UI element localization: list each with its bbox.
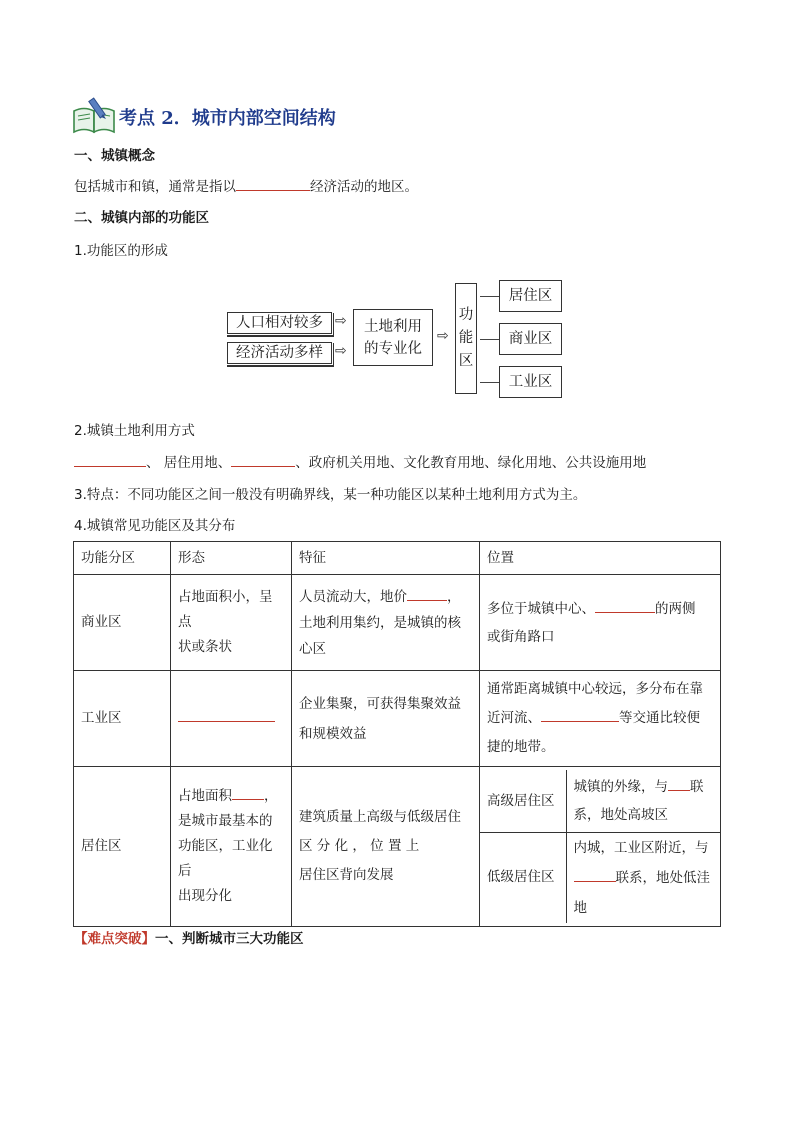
cell-line: 企业集聚，可获得集聚效益 <box>299 695 461 712</box>
feature-cell <box>292 575 480 671</box>
arrow-icon: ⇨ <box>335 343 347 359</box>
cell-text: 的两侧 <box>655 600 696 617</box>
cell-text: 近河流、 <box>487 710 541 726</box>
sub-row <box>480 832 720 923</box>
cause-label: 人口相对较多 <box>236 315 323 331</box>
land-use-text: 、 居住用地、 <box>146 455 232 471</box>
zone-label: 居住区 <box>508 288 553 304</box>
concept-text-a: 包括城市和镇，通常是指以 <box>74 179 236 195</box>
form-cell <box>171 767 292 927</box>
difficulty-section <box>74 929 304 949</box>
difficulty-heading: 一、判断城市三大功能区 <box>155 931 304 947</box>
blank-field[interactable] <box>236 177 310 191</box>
page-title: 考点 2．城市内部空间结构 <box>119 108 336 129</box>
cell-text: 人员流动大，地价 <box>299 588 407 605</box>
cell-line: 通常距离城镇中心较远，多分布在靠 <box>487 681 703 697</box>
blank-field[interactable] <box>407 587 447 601</box>
zone-name-cell: 工业区 <box>74 671 171 767</box>
cell-text: 联系，地处低洼 <box>615 869 710 886</box>
cell-line: 内城，工业区附近，与 <box>573 839 709 856</box>
cell-line: 功能区，工业化后 <box>178 838 273 879</box>
cell-line <box>299 584 472 610</box>
zone-box-residential <box>499 280 562 312</box>
section-heading-functional-zones: 二、城镇内部的功能区 <box>74 210 209 226</box>
cell-text: 联 <box>690 779 704 795</box>
functional-zone-char: 能 <box>458 330 474 346</box>
subheading-land-use: 2.城镇土地利用方式 <box>74 423 195 439</box>
table-row <box>74 575 721 671</box>
cell-text: ， <box>447 588 461 605</box>
sub-zone-name: 高级居住区 <box>480 770 566 832</box>
blank-field[interactable] <box>668 777 690 791</box>
cell-line: 捷的地带。 <box>487 739 555 755</box>
sub-zone-location <box>566 770 720 832</box>
table-header-row <box>74 542 721 575</box>
sub-row <box>480 770 720 832</box>
zones-table <box>73 541 721 927</box>
residential-subtable <box>480 770 720 923</box>
blank-field[interactable] <box>178 708 275 722</box>
cell-line: 心区 <box>299 640 326 657</box>
cell-line: 占地面积小，呈点 <box>178 589 273 630</box>
table-header-cell: 位置 <box>480 542 721 575</box>
functional-zone-box <box>455 283 477 394</box>
zone-box-commercial <box>499 323 562 355</box>
cell-line: 居住区背向发展 <box>299 867 394 883</box>
blank-field[interactable] <box>231 453 295 467</box>
cell-line: 系，地处高坡区 <box>573 807 668 823</box>
arrow-icon: ⇨ <box>335 313 347 329</box>
form-cell <box>171 671 292 767</box>
zone-label: 工业区 <box>508 374 553 390</box>
sub-zone-location <box>566 832 720 923</box>
cell-line: 土地利用集约，是城镇的核 <box>299 614 461 631</box>
cause-box-economy <box>227 342 332 364</box>
table-row <box>74 671 721 767</box>
difficulty-tag: 【难点突破】 <box>74 931 155 947</box>
table-header-cell: 特征 <box>292 542 480 575</box>
zone-name-cell: 商业区 <box>74 575 171 671</box>
cell-line: 状或条状 <box>178 639 232 655</box>
characteristics-line: 3.特点：不同功能区之间一般没有明确界线，某一种功能区以某种土地利用方式为主。 <box>74 487 587 503</box>
zone-name-cell: 居住区 <box>74 767 171 927</box>
cell-line: 区 分 化 ， 位 置 上 <box>299 838 420 854</box>
cell-line <box>574 773 714 801</box>
blank-field[interactable] <box>595 599 655 613</box>
section-heading-concept: 一、城镇概念 <box>74 148 155 164</box>
specialization-line: 土地利用 <box>364 319 422 335</box>
cell-line: 建筑质量上高级与低级居住 <box>299 809 461 825</box>
feature-cell <box>292 671 480 767</box>
blank-field[interactable] <box>232 786 264 800</box>
arrow-icon: ⇨ <box>437 328 449 344</box>
cell-line: 地 <box>573 899 587 916</box>
table-row <box>74 767 721 927</box>
connector-line <box>480 382 499 383</box>
zone-label: 商业区 <box>508 331 553 347</box>
cell-line <box>487 704 713 733</box>
specialization-line: 的专业化 <box>364 341 422 357</box>
functional-zone-char: 功 <box>458 307 474 323</box>
book-pencil-icon <box>72 97 116 135</box>
blank-field[interactable] <box>574 868 616 882</box>
connector-line <box>480 339 499 340</box>
cell-text: 等交通比较便 <box>619 710 700 726</box>
blank-field[interactable] <box>541 708 619 722</box>
cell-line: 是城市最基本的 <box>178 813 273 829</box>
cause-box-population <box>227 312 332 334</box>
cell-line <box>487 595 713 623</box>
cell-line: 或街角路口 <box>487 628 555 645</box>
subheading-formation: 1.功能区的形成 <box>74 243 168 259</box>
concept-text-b: 经济活动的地区。 <box>310 179 418 195</box>
location-cell <box>480 671 721 767</box>
cell-line: 出现分化 <box>178 888 232 904</box>
cell-text: 城镇的外缘，与 <box>573 779 668 795</box>
land-use-text: 、政府机关用地、文化教育用地、绿化用地、公共设施用地 <box>295 455 647 471</box>
blank-field[interactable] <box>74 453 146 467</box>
connector-line <box>480 296 499 297</box>
sub-zone-name: 低级居住区 <box>480 832 566 923</box>
cause-label: 经济活动多样 <box>236 345 323 361</box>
location-cell <box>480 767 721 927</box>
location-cell <box>480 575 721 671</box>
cell-line <box>574 863 714 893</box>
table-header-cell: 形态 <box>171 542 292 575</box>
cell-line: 和规模效益 <box>299 725 367 742</box>
subheading-distribution: 4.城镇常见功能区及其分布 <box>74 518 236 534</box>
form-cell <box>171 575 292 671</box>
zone-box-industrial <box>499 366 562 398</box>
cell-line <box>178 784 284 809</box>
cell-text: 多位于城镇中心、 <box>487 600 595 617</box>
functional-zone-char: 区 <box>458 353 474 369</box>
land-use-line <box>74 453 646 473</box>
table-header-cell: 功能分区 <box>74 542 171 575</box>
cell-text: ， <box>264 788 278 804</box>
concept-line <box>74 177 418 197</box>
cell-text: 占地面积 <box>178 788 232 804</box>
specialization-box <box>353 309 433 366</box>
feature-cell <box>292 767 480 927</box>
